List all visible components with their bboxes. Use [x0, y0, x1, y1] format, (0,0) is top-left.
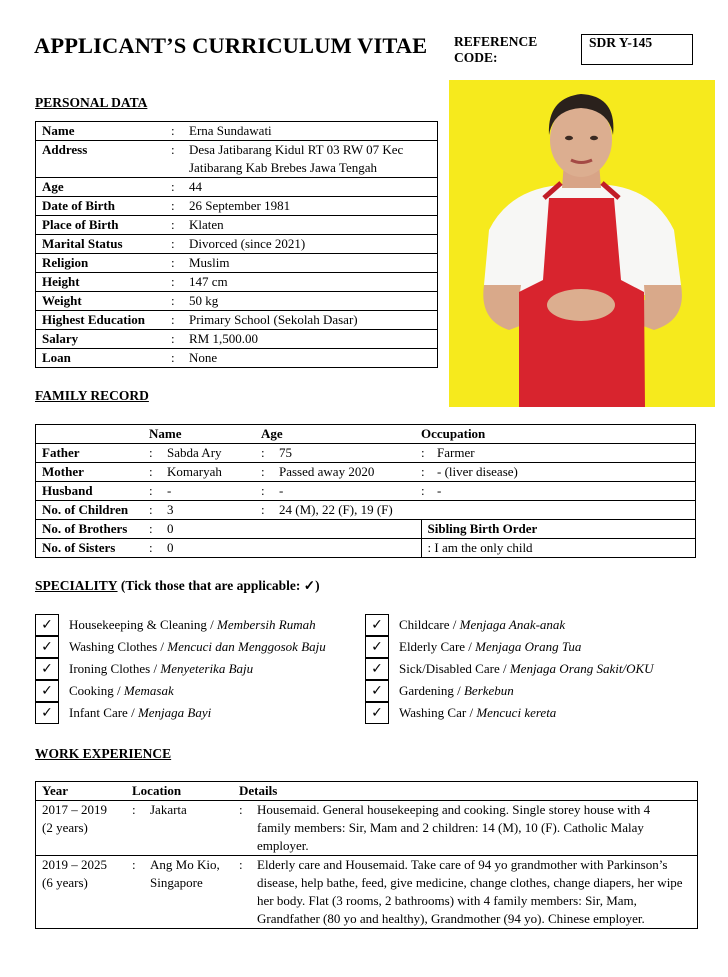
family-col-age: Age [258, 425, 421, 444]
work-experience-table [35, 781, 698, 929]
applicant-photo [449, 80, 715, 407]
work-location: Ang Mo Kio, [150, 857, 220, 872]
checkbox-tick-icon[interactable]: ✓ [35, 702, 59, 724]
speciality-label-english: Sick/Disabled Care / [399, 661, 510, 676]
work-year: 2017 – 2019 [42, 802, 107, 817]
work-duration: (2 years) [42, 820, 88, 835]
personal-row [36, 273, 438, 292]
personal-label: Weight [36, 292, 167, 311]
personal-value-text: Desa Jatibarang Kidul RT 03 RW 07 Kec [189, 142, 404, 157]
reference-label-line2: CODE: [454, 50, 498, 65]
work-col-year: Year [42, 783, 68, 798]
work-year-cell [36, 801, 133, 856]
family-record-table [35, 424, 696, 558]
family-member-label: Father [36, 444, 146, 463]
personal-label: Address [36, 141, 167, 178]
speciality-item [365, 636, 581, 658]
personal-colon: : [166, 122, 189, 141]
personal-colon: : [166, 349, 189, 368]
speciality-heading-line [35, 578, 320, 594]
reference-code-box: SDR Y-145 [581, 34, 693, 65]
personal-row [36, 254, 438, 273]
work-row [36, 801, 698, 856]
personal-colon: : [166, 254, 189, 273]
personal-label: Date of Birth [36, 197, 167, 216]
family-member-row: Father : Sabda Ary : 75 : Farmer [36, 444, 696, 463]
personal-row [36, 122, 438, 141]
speciality-label-english: Housekeeping & Cleaning / [69, 617, 218, 632]
speciality-label-malay: Membersih Rumah [217, 617, 316, 632]
speciality-label [399, 683, 514, 699]
personal-value [189, 197, 438, 216]
family-member-age: Passed away 2020 [279, 464, 375, 479]
speciality-label-english: Cooking / [69, 683, 124, 698]
personal-row [36, 349, 438, 368]
speciality-note: (Tick those that are applicable: ✓) [120, 578, 320, 593]
personal-colon: : [166, 178, 189, 197]
speciality-label-malay: Menjaga Orang Sakit/OKU [509, 661, 654, 676]
reference-label-line1: REFERENCE [454, 34, 538, 49]
speciality-label-english: Washing Clothes / [69, 639, 168, 654]
family-member-row: Mother : Komaryah : Passed away 2020 : - (liver disease) [36, 463, 696, 482]
personal-value [189, 235, 438, 254]
personal-value-text: Muslim [189, 255, 230, 270]
speciality-label-english: Gardening / [399, 683, 464, 698]
personal-value-text: 44 [189, 179, 202, 194]
work-year-cell [36, 856, 133, 929]
personal-value [189, 254, 438, 273]
personal-value-text: Divorced (since 2021) [189, 236, 306, 251]
work-details: Housemaid. General housekeeping and cooking. Single storey house with 4 family members: Sir, Mam and 2 children: 14 (M), 10 (F). Catholic Malay employer. [257, 802, 651, 853]
family-member-row: Husband : - : - : - [36, 482, 696, 501]
speciality-label [69, 705, 211, 721]
personal-value [189, 349, 438, 368]
personal-value-text: RM 1,500.00 [189, 331, 258, 346]
work-location-cell: : Ang Mo Kio, Singapore [132, 856, 239, 929]
family-col-name: Name [145, 425, 258, 444]
brothers-label: No. of Brothers [36, 520, 146, 539]
work-location-cell: : Jakarta [132, 801, 239, 856]
speciality-label-english: Childcare / [399, 617, 460, 632]
personal-row [36, 216, 438, 235]
family-member-age: - [279, 483, 284, 498]
checkbox-tick-icon[interactable]: ✓ [365, 680, 389, 702]
speciality-label-english: Infant Care / [69, 705, 138, 720]
checkbox-tick-icon[interactable]: ✓ [365, 636, 389, 658]
speciality-label [399, 639, 581, 655]
personal-value [189, 122, 438, 141]
family-member-age: 75 [279, 445, 292, 460]
work-year: 2019 – 2025 [42, 857, 107, 872]
personal-label: Name [36, 122, 167, 141]
personal-value-text: 26 September 1981 [189, 198, 291, 213]
speciality-label-malay: Mencuci kereta [476, 705, 557, 720]
children-count: 3 [167, 502, 174, 517]
speciality-label-malay: Berkebun [463, 683, 514, 698]
personal-value [189, 330, 438, 349]
speciality-label-english: Elderly Care / [399, 639, 476, 654]
family-member-occupation: - (liver disease) [437, 464, 518, 479]
speciality-label-malay: Menyeterika Baju [160, 661, 254, 676]
personal-row [36, 311, 438, 330]
family-member-occupation: Farmer [437, 445, 475, 460]
personal-colon: : [166, 197, 189, 216]
personal-value [189, 292, 438, 311]
personal-value-text: Erna Sundawati [189, 123, 272, 138]
personal-value [189, 311, 438, 330]
checkbox-tick-icon[interactable]: ✓ [365, 614, 389, 636]
speciality-label-english: Washing Car / [399, 705, 477, 720]
reference-code-label [454, 34, 537, 66]
applicant-photo-illustration [449, 80, 715, 407]
work-row [36, 856, 698, 929]
speciality-item [35, 636, 326, 658]
family-header-row [36, 425, 696, 444]
family-member-name: - [167, 483, 172, 498]
personal-row [36, 141, 438, 178]
personal-value [189, 141, 438, 178]
family-member-label: Mother [36, 463, 146, 482]
personal-value-text: 50 kg [189, 293, 219, 308]
children-label: No. of Children [36, 501, 146, 520]
personal-value-text: Klaten [189, 217, 224, 232]
work-col-details: Details [239, 783, 278, 798]
personal-value [189, 178, 438, 197]
family-record-heading: FAMILY RECORD [35, 388, 149, 403]
personal-row [36, 292, 438, 311]
checkbox-tick-icon[interactable]: ✓ [35, 680, 59, 702]
sisters-label: No. of Sisters [36, 539, 146, 558]
personal-colon: : [166, 311, 189, 330]
family-sisters-row: No. of Sisters : 0 : I am the only child [36, 539, 696, 558]
personal-colon: : [166, 330, 189, 349]
speciality-label-malay: Menjaga Orang Tua [475, 639, 582, 654]
speciality-label [69, 683, 174, 699]
work-location: Jakarta [150, 802, 187, 817]
speciality-item [365, 680, 514, 702]
speciality-item [365, 614, 565, 636]
sisters-count: 0 [167, 540, 174, 555]
speciality-label-malay: Menjaga Anak-anak [459, 617, 566, 632]
family-col-occupation: Occupation [421, 425, 696, 444]
personal-data-heading: PERSONAL DATA [35, 95, 148, 110]
speciality-label-malay: Mencuci dan Menggosok Baju [167, 639, 326, 654]
work-col-location: Location [132, 783, 182, 798]
work-experience-heading: WORK EXPERIENCE [35, 746, 172, 761]
speciality-item [35, 658, 253, 680]
speciality-label-malay: Memasak [123, 683, 174, 698]
checkbox-tick-icon[interactable]: ✓ [365, 658, 389, 680]
checkbox-tick-icon[interactable]: ✓ [365, 702, 389, 724]
family-member-name: Komaryah [167, 464, 222, 479]
personal-row [36, 235, 438, 254]
speciality-label [69, 639, 326, 655]
work-duration: (6 years) [42, 875, 88, 890]
speciality-heading: SPECIALITY [35, 578, 118, 593]
speciality-item [35, 680, 174, 702]
personal-label: Height [36, 273, 167, 292]
personal-row [36, 178, 438, 197]
work-details: Elderly care and Housemaid. Take care of 94 yo grandmother with Parkinson’s disease, help bathe, feed, give medicine, change clothes, change diapers, her wipe her body. Flat (3 rooms, 2 bathrooms) with 4 family members: Sir, Mam, Grandfather (80 yo and healthy), Grandmother (94 yo). Chinese employer. [257, 857, 683, 926]
personal-colon: : [166, 141, 189, 178]
work-details-cell: : Elderly care and Housemaid. Take care of 94 yo grandmother with Parkinson’s disease, help bathe, feed, give medicine, change clothes, change diapers, her wipe her body. Flat (3 rooms, 2 bathrooms) with 4 family members: Sir, Mam, Grandfather (80 yo and healthy), Grandmother (94 yo). Chinese employer. [239, 856, 698, 929]
personal-row [36, 197, 438, 216]
personal-data-table [35, 121, 438, 368]
personal-value-text: None [189, 350, 218, 365]
work-location-line2: Singapore [150, 875, 203, 890]
brothers-count: 0 [167, 521, 174, 536]
personal-value-text-line2: Jatibarang Kab Brebes Jawa Tengah [189, 160, 378, 175]
personal-value-text: 147 cm [189, 274, 228, 289]
family-member-label: Husband [36, 482, 146, 501]
personal-colon: : [166, 235, 189, 254]
personal-value [189, 216, 438, 235]
work-header-row [36, 782, 698, 801]
personal-row [36, 330, 438, 349]
checkbox-tick-icon[interactable]: ✓ [35, 614, 59, 636]
family-member-occupation: - [437, 483, 442, 498]
personal-label: Highest Education [36, 311, 167, 330]
speciality-label [69, 617, 316, 633]
family-brothers-row: No. of Brothers : 0 Sibling Birth Order [36, 520, 696, 539]
personal-label: Loan [36, 349, 167, 368]
personal-colon: : [166, 273, 189, 292]
personal-label: Salary [36, 330, 167, 349]
checkbox-tick-icon[interactable]: ✓ [35, 658, 59, 680]
speciality-item [365, 658, 654, 680]
document-title: APPLICANT’S CURRICULUM VITAE [34, 33, 428, 58]
personal-value-text: Primary School (Sekolah Dasar) [189, 312, 358, 327]
children-ages: 24 (M), 22 (F), 19 (F) [279, 502, 393, 517]
speciality-label [399, 617, 565, 633]
checkbox-tick-icon[interactable]: ✓ [35, 636, 59, 658]
speciality-label-malay: Menjaga Bayi [137, 705, 212, 720]
personal-label: Place of Birth [36, 216, 167, 235]
personal-colon: : [166, 292, 189, 311]
personal-label: Marital Status [36, 235, 167, 254]
speciality-item [35, 614, 316, 636]
family-member-name: Sabda Ary [167, 445, 222, 460]
family-children-row: No. of Children : 3 : 24 (M), 22 (F), 19 (F) [36, 501, 696, 520]
speciality-item [35, 702, 211, 724]
speciality-label [399, 705, 556, 721]
sibling-order-label: Sibling Birth Order [421, 520, 696, 539]
work-details-cell: : Housemaid. General housekeeping and cooking. Single storey house with 4 family members: Sir, Mam and 2 children: 14 (M), 10 (F). Catholic Malay employer. [239, 801, 698, 856]
speciality-label [69, 661, 253, 677]
speciality-label-english: Ironing Clothes / [69, 661, 161, 676]
speciality-label [399, 661, 654, 677]
personal-label: Age [36, 178, 167, 197]
personal-label: Religion [36, 254, 167, 273]
personal-colon: : [166, 216, 189, 235]
personal-value [189, 273, 438, 292]
sibling-order-value: : I am the only child [421, 539, 696, 558]
speciality-item [365, 702, 556, 724]
